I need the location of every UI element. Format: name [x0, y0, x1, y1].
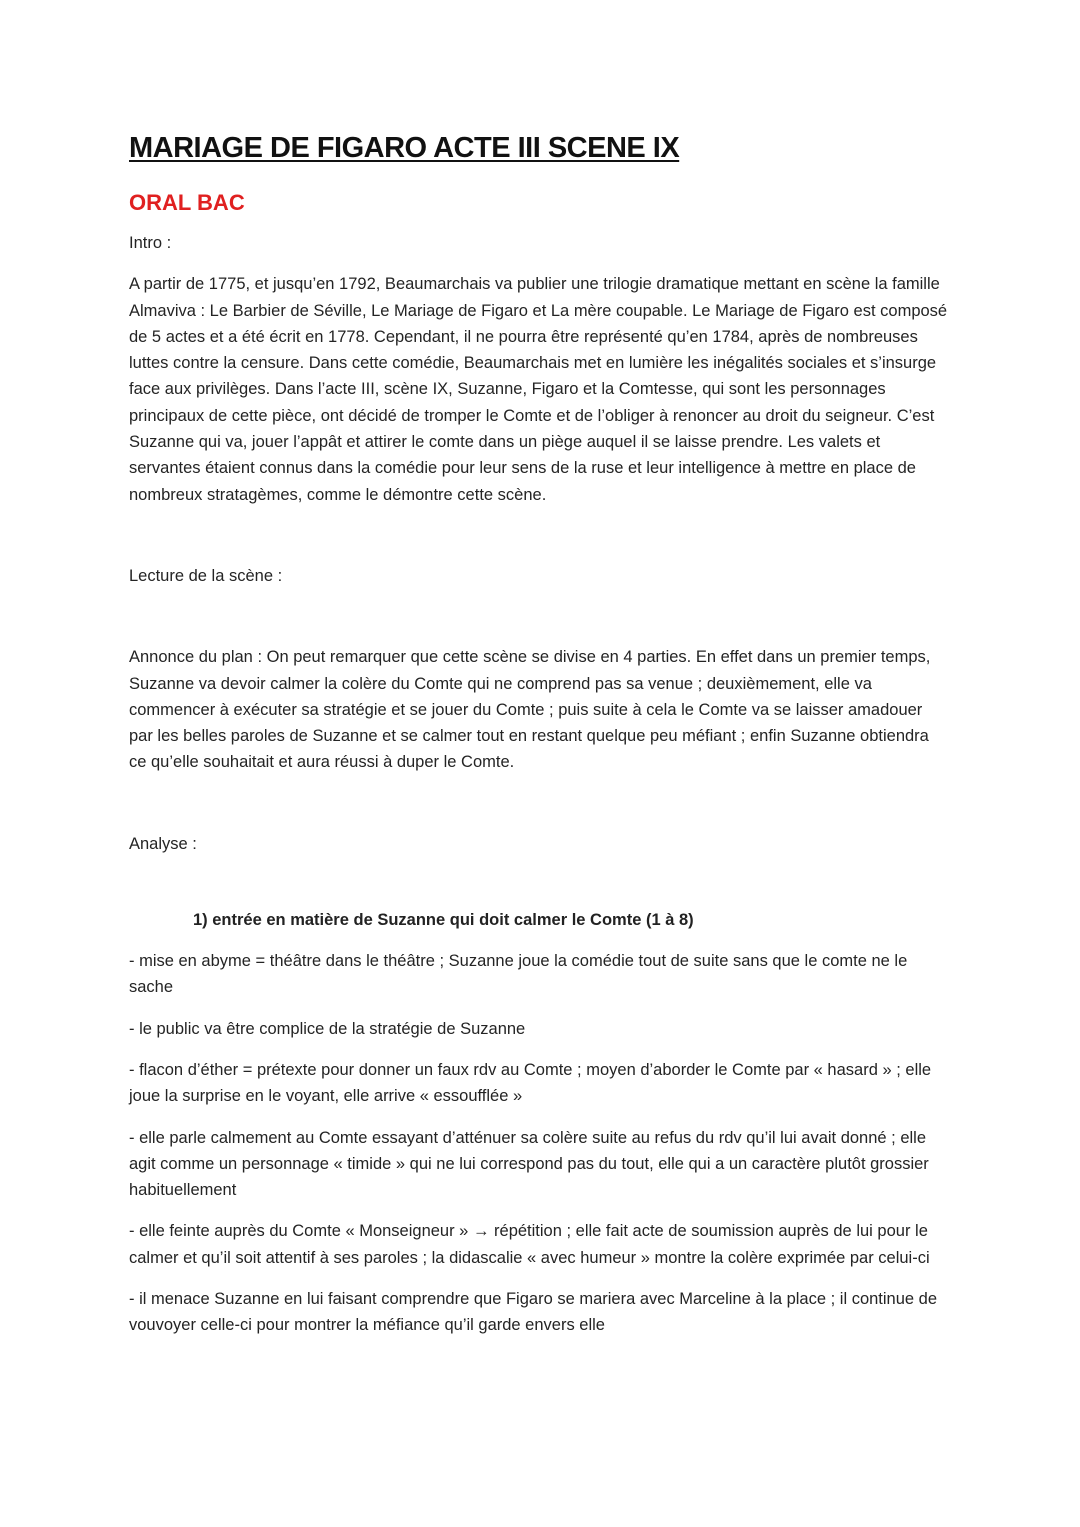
document-subtitle: ORAL BAC [129, 190, 245, 215]
section-heading: 1) entrée en matière de Suzanne qui doit calmer le Comte (1 à 8) [193, 911, 694, 930]
bullet-item: - il menace Suzanne en lui faisant comprendre que Figaro se mariera avec Marceline à la place ; il continue de vouvoyer celle-ci pour montrer la méfiance qu’il garde envers elle [129, 1290, 938, 1335]
document-page [129, 128, 949, 1354]
plan-paragraph: Annonce du plan : On peut remarquer que cette scène se divise en 4 parties. En effet dans un premier temps, Suzanne va devoir calmer la colère du Comte qui ne comprend pas sa venue ; deuxièmement, elle va commencer à exécuter sa stratégie et se jouer du Comte ; puis suite à cela le Comte va se laisser amadouer par les belles paroles de Suzanne et se calmer tout en restant quelque peu méfiant ; enfin Suzanne obtiendra ce qu’elle souhaitait et aura réussi à duper le Comte. [129, 648, 931, 772]
document-title: MARIAGE DE FIGARO ACTE III SCENE IX [129, 132, 680, 164]
intro-label: Intro : [129, 234, 172, 252]
intro-paragraph: A partir de 1775, et jusqu’en 1792, Beaumarchais va publier une trilogie dramatique mettant en scène la famille Almaviva : Le Barbier de Séville, Le Mariage de Figaro et La mère coupable. Le Mariage de Figaro est composé de 5 actes et a été écrit en 1778. Cependant, il ne pourra être représenté qu’en 1784, après de nombreuses luttes contre la censure. Dans cette comédie, Beaumarchais met en lumière les inégalités sociales et s’insurge face aux privilèges. Dans l’acte III, scène IX, Suzanne, Figaro et la Comtesse, qui sont les personnages principaux de cette pièce, ont décidé de tromper le Comte et de l’obliger à renoncer au droit du seigneur. C’est Suzanne qui va, jouer l’appât et attirer le comte dans un piège auquel il se laisse prendre. Les valets et servantes étaient connus dans la comédie pour leur sens de la ruse et leur intelligence à mettre en place de nombreux stratagèmes, comme le démontre cette scène. [129, 275, 948, 504]
analyse-label: Analyse : [129, 834, 197, 853]
lecture-label: Lecture de la scène : [129, 566, 283, 585]
bullet-item: - flacon d’éther = prétexte pour donner un faux rdv au Comte ; moyen d’aborder le Comte par « hasard » ; elle joue la surprise en le voyant, elle arrive « essoufflée » [129, 1060, 932, 1106]
bullet-item: - le public va être complice de la stratégie de Suzanne [129, 1019, 526, 1038]
bullet-item: - elle feinte auprès du Comte « Monseigneur » → répétition ; elle fait acte de soumission auprès de lui pour le calmer et qu’il soit attentif à ses paroles ; la didascalie « avec humeur » montre la colère exprimée par celui-ci [129, 1222, 930, 1267]
bullet-item: - elle parle calmement au Comte essayant d’atténuer sa colère suite au refus du rdv qu’il lui avait donné ; elle agit comme un personnage « timide » qui ne lui correspond pas du tout, elle qui a un caractère plutôt grossier habituellement [129, 1128, 929, 1200]
bullet-item: - mise en abyme = théâtre dans le théâtre ; Suzanne joue la comédie tout de suite sans que le comte ne le sache [129, 952, 908, 997]
